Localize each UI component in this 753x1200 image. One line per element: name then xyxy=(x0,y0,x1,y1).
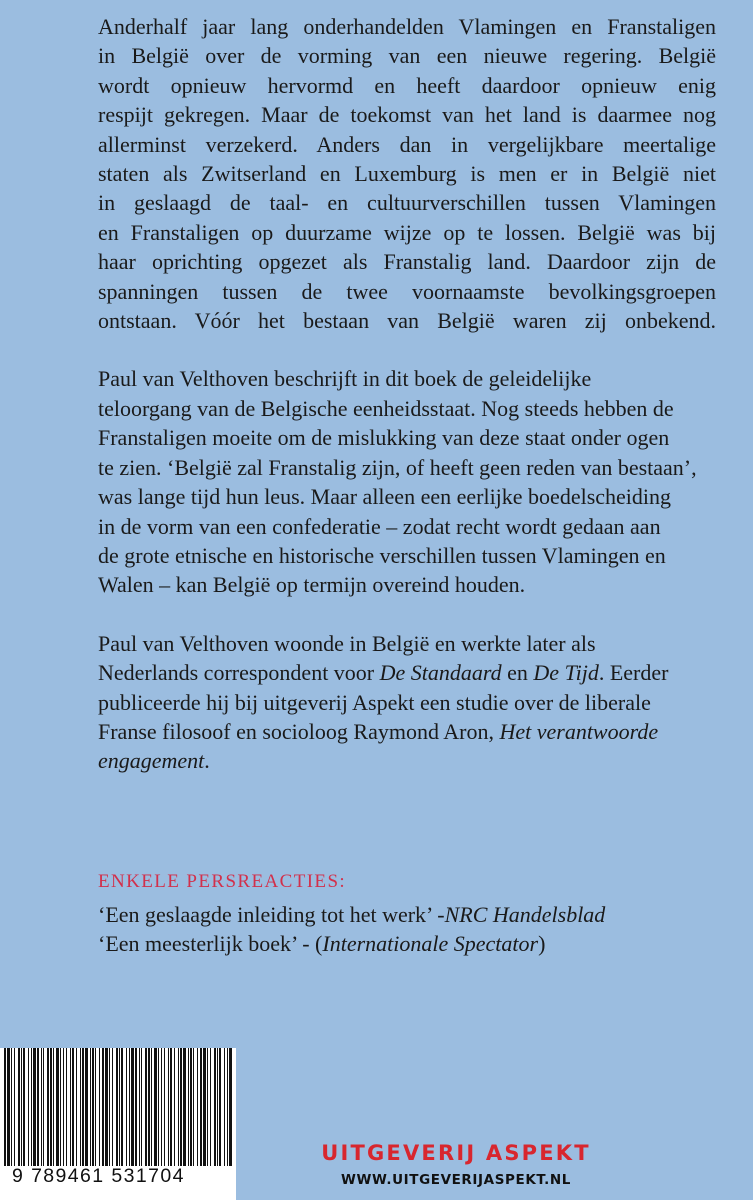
p1-line: in België over de vorming van een nieuwe regering. België xyxy=(98,43,716,69)
p2-line: de grote etnische en historische verschillen tussen Vlamingen en xyxy=(98,542,666,568)
p1-line: haar oprichting opgezet als Franstalig land. Daardoor zijn de xyxy=(98,249,716,275)
barcode-bar xyxy=(161,1048,162,1166)
barcode-bar xyxy=(178,1048,179,1166)
barcode-bar xyxy=(214,1048,216,1166)
barcode-bar xyxy=(183,1048,186,1166)
isbn-number: 9 789461 531704 xyxy=(12,1165,185,1187)
barcode-bar xyxy=(129,1048,130,1166)
p1-line: ontstaan. Vóór het bestaan van België waren zij onbekend. xyxy=(98,308,716,334)
barcode-bar xyxy=(224,1048,225,1166)
barcode-bar xyxy=(139,1048,140,1166)
quote-source: Internationale Spectator xyxy=(322,931,539,956)
quote-text: ‘Een geslaagde inleiding tot het werk’ - xyxy=(98,902,445,927)
barcode-bar xyxy=(4,1048,6,1166)
barcode-bar xyxy=(14,1048,15,1166)
barcode-bar xyxy=(193,1048,194,1166)
p2-line: Franstaligen moeite om de mislukking van deze staat onder ogen xyxy=(98,425,670,451)
barcode-bar xyxy=(219,1048,221,1166)
barcode-bar xyxy=(28,1048,29,1166)
barcode-bar xyxy=(92,1048,94,1166)
newspaper-title: De Tijd xyxy=(533,660,599,686)
p1-line: in geslaagd de taal- en cultuurverschillen tussen Vlamingen xyxy=(98,190,716,216)
barcode-bar xyxy=(227,1048,228,1166)
barcode-bar xyxy=(210,1048,211,1166)
press-label: ENKELE PERSREACTIES: xyxy=(98,871,347,892)
bio-text: en xyxy=(501,660,534,686)
book-title: Het verantwoorde xyxy=(499,718,659,744)
barcode-bar xyxy=(47,1048,49,1166)
quote-text: ) xyxy=(538,931,546,956)
barcode-bar xyxy=(126,1048,127,1166)
barcode-bar xyxy=(85,1048,88,1166)
barcode-bar xyxy=(116,1048,118,1166)
barcode-bar xyxy=(200,1048,202,1166)
barcode-bar xyxy=(168,1048,169,1166)
barcode-bar xyxy=(207,1048,208,1166)
publisher-name: UITGEVERIJ ASPEKT xyxy=(321,1141,591,1165)
barcode-bar xyxy=(105,1048,108,1166)
publisher-url: WWW.UITGEVERIJASPEKT.NL xyxy=(340,1172,572,1188)
barcode-bar xyxy=(151,1048,152,1166)
barcode-bar xyxy=(37,1048,39,1166)
barcode-bar xyxy=(229,1048,232,1166)
quote-text: ‘Een meesterlijk boek’ - ( xyxy=(98,931,323,956)
newspaper-title: De Standaard xyxy=(379,660,502,686)
bio-line: publiceerde hij bij uitgeverij Aspekt een studie over de liberale xyxy=(98,689,651,715)
barcode-bar xyxy=(33,1048,36,1166)
barcode-bar xyxy=(21,1048,22,1166)
barcode-bar xyxy=(158,1048,159,1166)
p1-line: spanningen tussen de twee voornaamste bevolkingsgroepen xyxy=(98,278,716,304)
blurb-paragraph-1 xyxy=(98,12,716,335)
barcode-bar xyxy=(121,1048,123,1166)
barcode-bar xyxy=(50,1048,52,1166)
barcode-bar xyxy=(217,1048,218,1166)
p1-line: en Franstaligen op duurzame wijze op te lossen. België was bij xyxy=(98,219,716,245)
barcode-bar xyxy=(131,1048,134,1166)
p2-line: teloorgang van de Belgische eenheidsstaat. Nog steeds hebben de xyxy=(98,395,674,421)
p2-line: in de vorm van een confederatie – zodat recht wordt gedaan aan xyxy=(98,513,661,539)
barcode-bar xyxy=(11,1048,12,1166)
back-cover-text xyxy=(98,12,716,776)
barcode-bar xyxy=(99,1048,100,1166)
p2-line: was lange tijd hun leus. Maar alleen een eerlijke boedelscheiding xyxy=(98,484,672,510)
bio-line: Paul van Velthoven woonde in België en werkte later als xyxy=(98,630,596,656)
isbn-barcode xyxy=(0,1048,236,1200)
p2-line: Paul van Velthoven beschrijft in dit boek de geleidelijke xyxy=(98,366,592,392)
p1-line: wordt opnieuw hervormd en heeft daardoor opnieuw enig xyxy=(98,72,716,98)
p1-line: staten als Zwitserland en Luxemburg is men er in België niet xyxy=(98,161,716,187)
barcode-bar xyxy=(170,1048,172,1166)
bio-text: . Eerder xyxy=(598,660,669,686)
barcode-bar xyxy=(80,1048,81,1166)
barcode-bar xyxy=(164,1048,165,1166)
barcode-bar xyxy=(102,1048,104,1166)
barcode-bar xyxy=(70,1048,71,1166)
barcode-bar xyxy=(90,1048,91,1166)
p2-line: te zien. ‘België zal Franstalig zijn, of heeft geen reden van bestaan’, xyxy=(98,454,697,480)
barcode-bar xyxy=(190,1048,192,1166)
bio-line: Nederlands correspondent voor xyxy=(98,660,380,686)
author-bio-paragraph xyxy=(98,629,716,776)
barcode-bar xyxy=(43,1048,44,1166)
barcode-bar xyxy=(154,1048,157,1166)
p2-line: Walen – kan België op termijn overeind houden. xyxy=(98,572,526,598)
barcode-bar xyxy=(148,1048,150,1166)
barcode-bar xyxy=(66,1048,67,1166)
barcode-bar xyxy=(119,1048,120,1166)
quote-source: NRC Handelsblad xyxy=(444,902,606,927)
barcode-bar xyxy=(197,1048,198,1166)
barcode-bar xyxy=(53,1048,54,1166)
barcode-bar xyxy=(72,1048,74,1166)
bio-line: Franse filosoof en socioloog Raymond Aron, xyxy=(98,718,500,744)
barcode-bar xyxy=(203,1048,206,1166)
p1-line: Anderhalf jaar lang onderhandelden Vlamingen en Franstaligen xyxy=(98,14,716,39)
barcode-bar xyxy=(23,1048,25,1166)
book-title: engagement xyxy=(98,748,205,774)
barcode-bar xyxy=(76,1048,77,1166)
barcode-bar xyxy=(60,1048,61,1166)
barcode-bar xyxy=(135,1048,137,1166)
barcode-bar xyxy=(145,1048,147,1166)
barcode-bar xyxy=(7,1048,10,1166)
bio-text: . xyxy=(204,748,210,774)
barcode-bar xyxy=(56,1048,59,1166)
press-quote xyxy=(98,900,605,929)
p1-line: allerminst verzekerd. Anders dan in vergelijkbare meertalige xyxy=(98,131,716,157)
blurb-paragraph-2 xyxy=(98,364,716,599)
barcode-bar xyxy=(63,1048,64,1166)
barcode-bar xyxy=(109,1048,110,1166)
barcode-bar xyxy=(82,1048,84,1166)
barcode-bar xyxy=(188,1048,189,1166)
barcode-bar xyxy=(31,1048,32,1166)
barcode-bar xyxy=(18,1048,20,1166)
barcode-bar xyxy=(174,1048,175,1166)
barcode-bar xyxy=(141,1048,142,1166)
barcode-bar xyxy=(180,1048,182,1166)
press-quote xyxy=(98,929,605,958)
barcode-bar xyxy=(41,1048,42,1166)
p1-line: respijt gekregen. Maar de toekomst van het land is daarmee nog xyxy=(98,102,716,128)
barcode-icon xyxy=(0,1048,236,1166)
barcode-bar xyxy=(95,1048,96,1166)
barcode-bar xyxy=(112,1048,113,1166)
press-quotes xyxy=(98,900,605,958)
